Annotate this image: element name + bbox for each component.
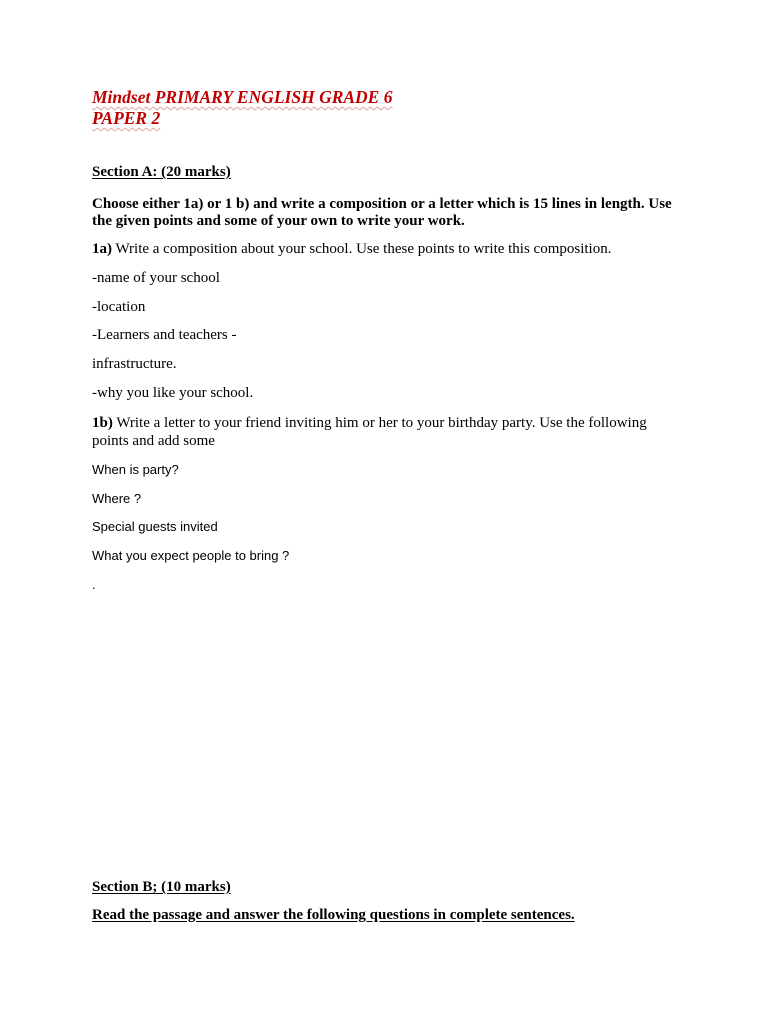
- question-1a: [92, 241, 611, 258]
- question-1b-text: Write a letter to your friend inviting him or her to your birthday party. Use the following points and add some: [92, 415, 647, 449]
- point-item: infrastructure.: [92, 356, 177, 372]
- section-b-heading: Section B; (10 marks): [92, 879, 231, 895]
- point-item: Where ?: [92, 491, 142, 506]
- question-1b-label: 1b): [92, 415, 113, 431]
- point-item: -why you like your school.: [92, 385, 254, 401]
- point-item: -name of your school: [92, 270, 220, 286]
- point-item: When is party?: [92, 462, 179, 477]
- point-item: .: [92, 577, 96, 592]
- document-title: Mindset PRIMARY ENGLISH GRADE 6: [92, 87, 393, 107]
- section-a-instruction: Choose either 1a) or 1 b) and write a composition or a letter which is 15 lines in length. Use the given points and some of your own to write your work.: [92, 196, 672, 229]
- question-1a-text: Write a composition about your school. Use these points to write this composition.: [112, 241, 612, 257]
- section-a-heading: Section A: (20 marks): [92, 164, 231, 180]
- point-item: What you expect people to bring ?: [92, 548, 290, 563]
- point-item: -Learners and teachers -: [92, 327, 237, 343]
- section-b-instruction: Read the passage and answer the following questions in complete sentences.: [92, 907, 575, 923]
- paper-number: PAPER 2: [92, 108, 161, 128]
- question-1a-label: 1a): [92, 241, 112, 257]
- point-item: -location: [92, 299, 146, 315]
- point-item: Special guests invited: [92, 519, 218, 534]
- question-1b: [92, 414, 677, 450]
